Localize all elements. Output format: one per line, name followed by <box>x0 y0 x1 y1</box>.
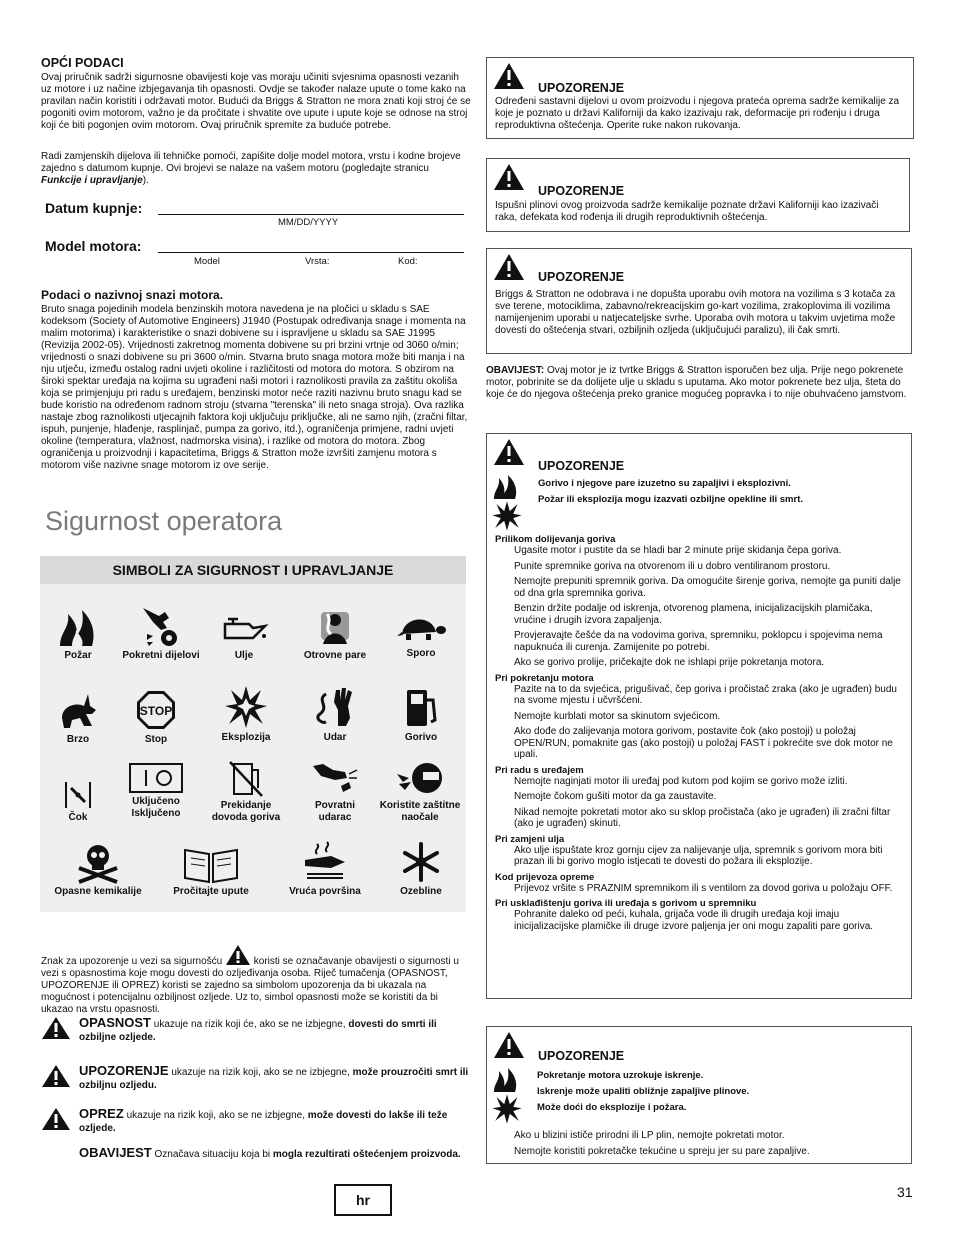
warning-text: Određeni sastavni dijelovi u ovom proizvodu i njegova prateća oprema sadrže kemikalije za koje je poznato u državi Kaliforniji da kako izazivaju rak, deformacije pri rođenju i druga reproduktivna oštećenja. Operite ruke nakon rukovanja. <box>495 96 900 131</box>
symbol-fuel-shutoff: Prekidanje dovoda goriva <box>201 760 291 824</box>
toxic-fumes-icon <box>313 604 357 648</box>
language-code: hr <box>334 1184 392 1216</box>
general-info-title: OPĆI PODACI <box>41 56 124 70</box>
fire-icon <box>56 604 100 648</box>
safety-alert-paragraph: Znak za upozorenje u vezi sa sigurnošću koristi se označavanje obavijesti o sigurnosti u vezi s opasnostima koje mogu dovesti do ozljeđivanja osoba. Riječ tumačenja (OPASNOST, UPOZORENJE ili OPREZ) koristi se zajedno sa simbolom upozorenja da bi ukazala na mogućnost i potencijalnu ozbiljnost ozljede. Uz to, simbol opasnosti može se koristiti da bi ukazao na vrstu opasnosti. <box>41 944 471 1016</box>
alert-triangle-icon <box>225 944 251 966</box>
spark-line-2: Iskrenje može upaliti obližnje zapaljive plinove. <box>537 1086 750 1097</box>
book-icon <box>181 846 241 884</box>
symbol-fast: Brzo <box>33 688 123 746</box>
fuel-section-heading: Pri pokretanju motora <box>495 672 594 684</box>
skull-icon <box>75 840 121 884</box>
kickback-icon <box>312 684 358 730</box>
warning-box-fuel <box>486 433 912 999</box>
spark-item-1: Ako u blizini ističe prirodni ili LP plin, nemojte pokretati motor. <box>514 1130 785 1141</box>
alert-triangle-icon <box>493 438 525 466</box>
symbol-slow: Sporo <box>376 608 466 660</box>
symbol-hot-surface: Vruća površina <box>275 840 375 898</box>
alert-triangle-icon <box>41 1064 71 1088</box>
alert-triangle-icon <box>41 1107 71 1131</box>
purchase-date-label: Datum kupnje: <box>45 200 143 216</box>
symbol-read-manual: Pročitajte upute <box>161 846 261 898</box>
fire-icon <box>492 1065 524 1093</box>
stop-sign-icon <box>134 688 178 732</box>
symbol-toxic-fumes: Otrovne pare <box>290 604 380 662</box>
warning-title: UPOZORENJE <box>538 184 625 198</box>
symbol-choke: Čok <box>33 780 123 824</box>
fuel-list-item: Pazite na to da svjećica, prigušivač, čep goriva i pročistač zraka (ako je ugrađen) budu na svome mjestu i učvršćeni. <box>514 683 897 706</box>
explosion-icon <box>491 500 523 532</box>
general-info-paragraph: Ovaj priručnik sadrži sigurnosne obavijesti koje vas moraju učiniti svjesnima opasnosti vezanih uz motore i uz načine izbjegavanja tih opasnosti. Ovdje se također nalaze upute o tome kako na pravilan način koristiti i održavati motor. Budući da Briggs & Stratton ne mora znati koji stroj će se pogoniti ovim motorom, važno je da pročitate i shvatite ove upute i upute koje se odnose na stroj koji će biti pogonjen ovim motorom. Ovaj priručnik spremite za buduće potrebe. <box>41 72 471 131</box>
fuel-section-heading: Pri zamjeni ulja <box>495 833 565 845</box>
fuel-section-heading: Prilikom dolijevanja goriva <box>495 534 616 545</box>
fuel-list-item: Provjeravajte češće da na vodovima goriva, spremniku, poklopcu i spojevima nema napuknuća ili curenja. Zamijenite po potrebi. <box>514 630 883 653</box>
fuel-list-item: Prijevoz vršite s PRAZNIM spremnikom ili s ventilom za dovod goriva u položaju OFF. <box>514 882 893 894</box>
fuel-list-item: Punite spremnike goriva na otvorenom ili u dobro ventiliranom prostoru. <box>514 560 831 572</box>
symbol-hazardous-chemicals: Opasne kemikalije <box>43 840 153 898</box>
warning-text: Ispušni plinovi ovog proizvoda sadrže kemikalije poznate državi Kaliforniji kao izazivači raka, defekata kod rođenja ili drugih reproduktivnih oštećenja. <box>495 200 879 223</box>
explosion-icon <box>223 684 269 730</box>
alert-triangle-icon <box>493 62 525 90</box>
symbol-kickback: Udar <box>290 684 380 744</box>
warning-box-sparks <box>486 1026 912 1164</box>
fuel-section-heading: Pri radu s uređajem <box>495 764 584 776</box>
fuel-flammable-line: Gorivo i njegove pare izuzetno su zapaljivi i eksplozivni. <box>538 478 791 489</box>
engine-model-label: Model motora: <box>45 238 142 254</box>
snowflake-icon <box>401 840 441 884</box>
fuel-list-item: Pohranite daleko od peći, kuhala, grijača vode ili drugih uređaja koji imaju inicijalizacijske plamičke ili druge izvore paljenja jer oni mogu zapaliti pare goriva. <box>514 909 874 932</box>
fuel-list-item: Nemojte naginjati motor ili uređaj pod kutom pod kojim se gorivo može izliti. <box>514 775 848 787</box>
explosion-icon <box>491 1093 523 1125</box>
symbol-fire: Požar <box>33 604 123 662</box>
code-hint: Kod: <box>398 256 418 267</box>
alert-triangle-icon <box>493 253 525 281</box>
symbol-safety-glasses: Koristite zaštitne naočale <box>370 760 470 824</box>
fuel-fire-line: Požar ili eksplozija mogu izazvati ozbiljne opekline ili smrt. <box>538 494 804 505</box>
symbol-explosion: Eksplozija <box>201 684 291 744</box>
warning-box-vehicles <box>486 248 912 354</box>
fire-icon <box>492 472 524 500</box>
fuel-section-heading: Kod prijevoza opreme <box>495 871 595 883</box>
on-off-icon <box>128 762 184 794</box>
svg-text:STOP: STOP <box>139 704 173 718</box>
symbol-fuel: Gorivo <box>376 686 466 744</box>
purchase-date-line <box>158 200 464 215</box>
fuel-pump-icon <box>399 686 443 730</box>
symbol-recoil: Povratni udarac <box>290 760 380 824</box>
fuel-list-item: Ako ulje ispuštate kroz gornju cijev za nalijevanje ulja, spremnik s gorivom mora biti prazan ili bi gorivo moglo istjecati te dovesti do požara ili eksplozije. <box>514 844 883 867</box>
symbol-stop: STOP Stop <box>111 688 201 746</box>
turtle-icon <box>396 608 446 646</box>
alert-triangle-icon <box>493 163 525 191</box>
fuel-list-item: Ako se gorivo prolije, pričekajte dok ne ishlapi prije pokretanja motora. <box>514 657 825 668</box>
safety-glasses-icon <box>395 760 445 798</box>
fuel-list-item: Nemojte čokom gušiti motor da ga zaustavite. <box>514 791 717 802</box>
hot-surface-icon <box>301 840 349 884</box>
fuel-shutoff-icon <box>226 760 266 798</box>
fuel-list-item: Nemojte prepuniti spremnik goriva. Da omogućite širenje goriva, nemojte ga puniti dalje od dna grla spremnika goriva. <box>514 576 901 599</box>
fuel-list-item: Benzin držite podalje od iskrenja, otvorenog plamena, inicijalizacijskih plamičaka, vrućine i drugih izvora zapaljenja. <box>514 603 873 626</box>
warning-title: UPOZORENJE <box>538 270 625 284</box>
warning-title: UPOZORENJE <box>538 1049 625 1063</box>
symbol-on-off: Uključeno Isključeno <box>111 762 201 820</box>
moving-parts-icon <box>139 604 183 648</box>
fuel-section-heading: Pri usklađištenju goriva ili uređaja s gorivom u spremniku <box>495 898 757 909</box>
alert-triangle-icon <box>493 1031 525 1059</box>
functions-controls-reference: Funkcije i upravljanje <box>41 175 143 186</box>
rabbit-icon <box>56 688 100 732</box>
page-number: 31 <box>897 1184 913 1200</box>
power-rating-title: Podaci o nazivnoj snazi motora. <box>41 288 224 302</box>
power-rating-paragraph: Bruto snaga pojedinih modela benzinskih motora navedena je na pločici u skladu s SAE kodeksom (Society of Automotive Engineers) J1940 (Postupak određivanja snage i momenta na malim motorima) i karakteristike o snazi dobivene su i ispravljene u skladu sa SAE J1995 (Revizija 2002-05). Vrijednosti zakretnog momenta dobivene su pri brzini vrtnje od 3060 o/min; vrijednosti o snazi dobivene su pri 3600 o/min. Stvarna bruto snaga motora može biti manja i na nju utječu, između ostalog radni uvjeti okoline i različitosti od motora do motora. S obzirom na široki spektar uređaja na kojima su ugrađeni naši motori i raznolikosti pravila za zaštitu okoliša koja se primjenjuju pri radu s uređajem, benzinski motor neće raziti nazivnu bruto snagu kad se bude koristio na određenom radnom stroju (stvarna "terenska" ili neto snaga stroja). Ova razlika nastaje zbog raznolikosti utjecajnih faktora koji uključuju priključke, ali ne samo njih, (zračni filtar, ispuh, punjenje, hlađenje, rasplinjač, pumpa za gorivo, itd.), ograničenja primjene, radni uvjeti okoline (temperatura, vlažnost, nadmorska visina), i razlike od motora do motora. Zbog ograničenja u proizvodnji i kapacitetima, Briggs & Stratton može izvršiti zamjenu motora s motorom više nazivne snage motorom iz ove serije. <box>41 304 468 471</box>
replacement-parts-paragraph: Radi zamjenskih dijelova ili tehničke pomoći, zapišite dolje model motora, vrstu i kodne brojeve zajedno s datumom kupnje. Ovi brojevi se nalaze na vašem motoru (pogledajte stranicu Funkcije i upravljanje). <box>41 151 461 186</box>
engine-model-line <box>158 238 464 253</box>
fuel-list-item: Nikad nemojte pokretati motor ako su sklop pročistača (ako je ugrađen) ili zračni filtar (ako je ugrađen) skinuti. <box>514 806 891 829</box>
symbols-header: SIMBOLI ZA SIGURNOST I UPRAVLJANJE <box>40 556 466 584</box>
choke-icon <box>63 780 93 810</box>
warning-box-chemicals <box>486 57 914 139</box>
symbol-moving-parts: Pokretni dijelovi <box>116 604 206 662</box>
spark-line-3: Može doći do eksplozije i požara. <box>537 1102 687 1113</box>
symbol-oil: Ulje <box>199 614 289 662</box>
fuel-safety-list <box>495 530 901 936</box>
symbol-frostbite: Ozebline <box>376 840 466 898</box>
warning-text: Briggs & Stratton ne odobrava i ne dopušta uporabu ovih motora na vozilima s 3 kotača za sve terene, motociklima, zabavno/rekreacijskim go-kart vozilima, zrakoplovima ili vozilima namijenjenim uporabi u natjecateljske svrhe. Uporaba ovih motora u takvim uvjetima može dovesti do oštećenja stvari, ozbiljnih ozljeda (uključujući paralizu), ili čak smrti. <box>495 289 896 336</box>
fuel-list-item: Ako dođe do zalijevanja motora gorivom, postavite čok (ako postoji) u položaj OPEN/RUN, pomaknite gas (ako postoji) u položaj FAST i pokrećite sve dok motor ne upali. <box>514 726 893 760</box>
fuel-list-item: Ugasite motor i pustite da se hladi bar 2 minute prije skidanja čepa goriva. <box>514 545 842 556</box>
warning-box-exhaust <box>486 158 910 232</box>
oil-can-icon <box>219 614 269 648</box>
spark-line-1: Pokretanje motora uzrokuje iskrenje. <box>537 1070 704 1081</box>
oil-notice: OBAVIJEST: Ovaj motor je iz tvrtke Briggs & Stratton isporučen bez ulja. Prije nego pokrenete motor, pobrinite se da dolijete ulje u skladu s uputama. Ako motor pokrenete bez ulja, šteta do koje će do njegova oštećenja preko granice mogućeg popravka i to nije obuhvaćeno jamstvom. <box>486 365 907 400</box>
alert-triangle-icon <box>41 1016 71 1040</box>
recoil-icon <box>311 760 359 798</box>
type-hint: Vrsta: <box>305 256 330 267</box>
warning-title: UPOZORENJE <box>538 459 625 473</box>
model-hint: Model <box>194 256 220 267</box>
warning-title: UPOZORENJE <box>538 81 625 95</box>
operator-safety-title: Sigurnost operatora <box>45 506 283 536</box>
fuel-list-item: Nemojte kurblati motor sa skinutom svjećicom. <box>514 710 721 722</box>
spark-item-2: Nemojte koristiti pokretačke tekućine u spreju jer su pare zapaljive. <box>514 1146 810 1157</box>
purchase-date-hint: MM/DD/YYYY <box>278 217 339 228</box>
